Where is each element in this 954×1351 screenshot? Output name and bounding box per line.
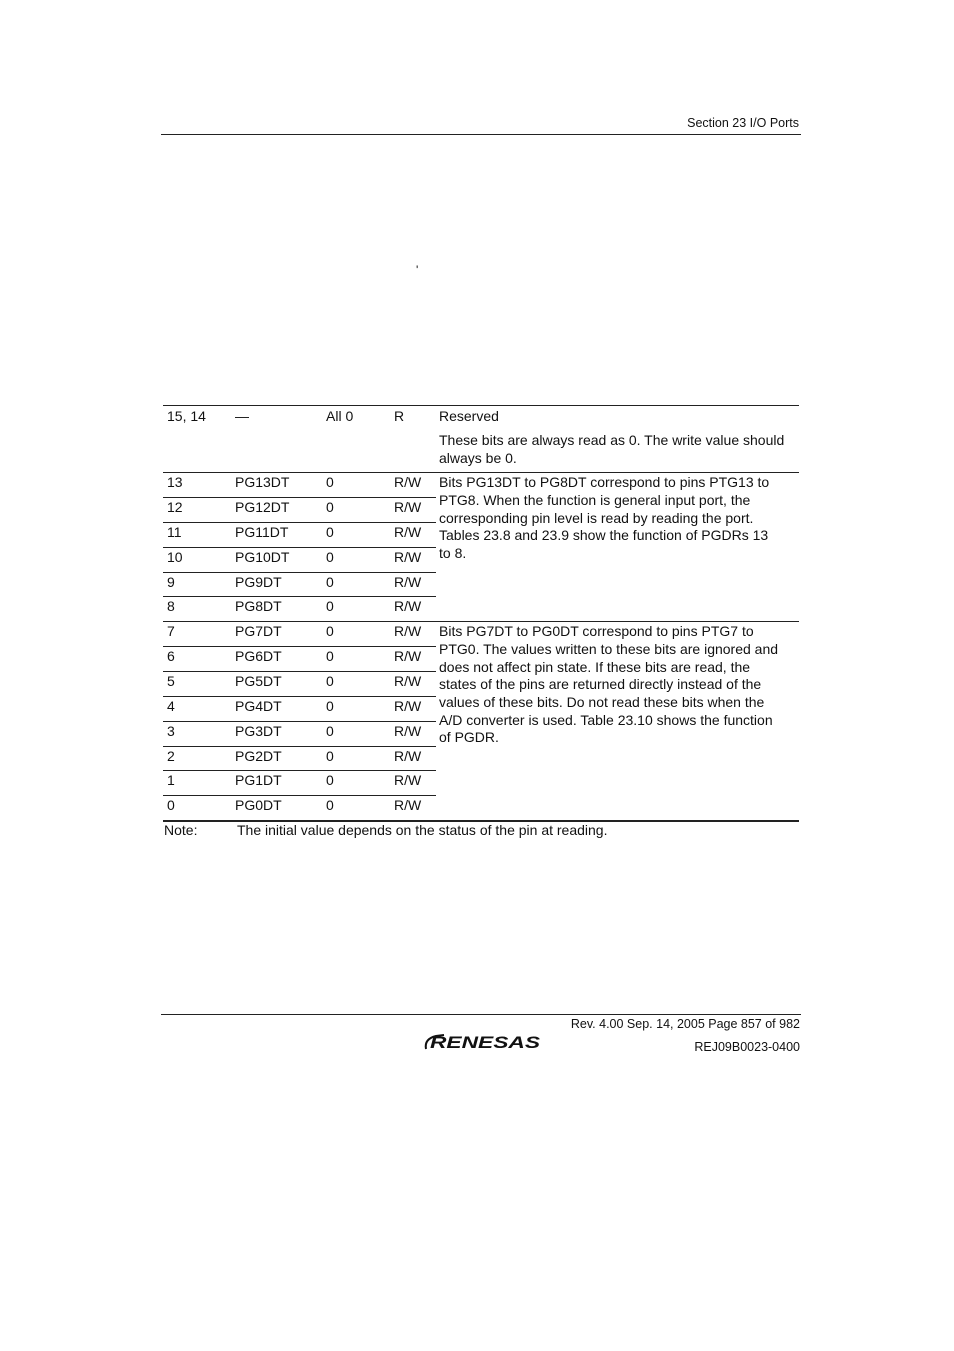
note-text: The initial value depends on the status of the pin at reading. <box>237 822 608 838</box>
name-cell: PG12DT <box>235 499 290 515</box>
table-group-rule <box>163 621 799 622</box>
initial-cell: 0 <box>326 748 334 764</box>
description-line: does not affect pin state. If these bits are read, the <box>439 659 751 675</box>
description-line: of PGDR. <box>439 729 499 745</box>
bit-cell: 8 <box>167 598 175 614</box>
initial-cell: 0 <box>326 772 334 788</box>
footer-revision: Rev. 4.00 Sep. 14, 2005 Page 857 of 982 <box>570 1017 800 1031</box>
initial-cell: 0 <box>326 698 334 714</box>
bit-cell: 2 <box>167 748 175 764</box>
description-line: PTG0. The values written to these bits are ignored and <box>439 641 779 657</box>
header-rule <box>161 134 801 135</box>
initial-cell: 0 <box>326 598 334 614</box>
rw-cell: R <box>394 408 405 424</box>
name-cell: PG7DT <box>235 623 282 639</box>
rw-cell: R/W <box>394 648 422 664</box>
bit-cell: 7 <box>167 623 175 639</box>
initial-cell: 0 <box>326 549 334 565</box>
table-row-rule <box>163 522 436 523</box>
bit-cell: 9 <box>167 574 175 590</box>
bit-cell: 3 <box>167 723 175 739</box>
table-row-rule <box>163 646 436 647</box>
description-line: Tables 23.8 and 23.9 show the function of PGDRs 13 <box>439 527 769 543</box>
initial-cell: 0 <box>326 623 334 639</box>
rw-cell: R/W <box>394 723 422 739</box>
table-row-rule <box>163 596 436 597</box>
table-row-rule <box>163 671 436 672</box>
name-cell: PG4DT <box>235 698 282 714</box>
rw-cell: R/W <box>394 797 422 813</box>
rw-cell: R/W <box>394 598 422 614</box>
description-line: corresponding pin level is read by reading the port. <box>439 510 754 526</box>
bit-cell: 0 <box>167 797 175 813</box>
bit-cell: 11 <box>167 524 182 540</box>
renesas-logo <box>422 1031 544 1053</box>
rw-cell: R/W <box>394 474 422 490</box>
bit-cell: 13 <box>167 474 183 490</box>
description-line: A/D converter is used. Table 23.10 shows the function <box>439 712 773 728</box>
table-top-rule <box>163 405 799 406</box>
bit-cell: 4 <box>167 698 175 714</box>
name-cell: PG5DT <box>235 673 282 689</box>
initial-cell: 0 <box>326 499 334 515</box>
table-row-rule <box>163 497 436 498</box>
description-line: PTG8. When the function is general input port, the <box>439 492 751 508</box>
footer-doc-number: REJ09B0023-0400 <box>694 1040 800 1054</box>
name-cell: PG11DT <box>235 524 289 540</box>
rw-cell: R/W <box>394 499 422 515</box>
description-line: always be 0. <box>439 450 517 466</box>
description-line: These bits are always read as 0. The write value should <box>439 432 785 448</box>
stray-mark: ' <box>416 263 419 277</box>
name-cell: PG9DT <box>235 574 282 590</box>
description-line: to 8. <box>439 545 467 561</box>
section-header: Section 23 I/O Ports <box>687 116 799 130</box>
table-row-rule <box>163 746 436 747</box>
name-cell: PG8DT <box>235 598 282 614</box>
description-line: values of these bits. Do not read these bits when the <box>439 694 765 710</box>
name-cell: — <box>235 408 249 424</box>
initial-cell: All 0 <box>326 408 354 424</box>
name-cell: PG6DT <box>235 648 282 664</box>
description-line: Bits PG7DT to PG0DT correspond to pins PTG7 to <box>439 623 754 639</box>
table-row-rule <box>163 721 436 722</box>
name-cell: PG10DT <box>235 549 290 565</box>
bit-cell: 10 <box>167 549 183 565</box>
rw-cell: R/W <box>394 673 422 689</box>
name-cell: PG2DT <box>235 748 282 764</box>
name-cell: PG1DT <box>235 772 282 788</box>
bit-cell: 6 <box>167 648 175 664</box>
initial-cell: 0 <box>326 524 334 540</box>
rw-cell: R/W <box>394 698 422 714</box>
description-line: states of the pins are returned directly instead of the <box>439 676 762 692</box>
initial-cell: 0 <box>326 648 334 664</box>
footer-rule <box>161 1014 801 1015</box>
rw-cell: R/W <box>394 623 422 639</box>
table-row-rule <box>163 795 436 796</box>
bit-cell: 5 <box>167 673 175 689</box>
table-row-rule <box>163 572 436 573</box>
rw-cell: R/W <box>394 524 422 540</box>
name-cell: PG0DT <box>235 797 282 813</box>
initial-cell: 0 <box>326 723 334 739</box>
rw-cell: R/W <box>394 549 422 565</box>
table-row-rule <box>163 547 436 548</box>
table-row-rule <box>163 770 436 771</box>
description-line: Bits PG13DT to PG8DT correspond to pins PTG13 to <box>439 474 770 490</box>
initial-cell: 0 <box>326 474 334 490</box>
renesas-logo-text: RENESAS <box>430 1033 541 1052</box>
bit-cell: 15, 14 <box>167 408 206 424</box>
rw-cell: R/W <box>394 574 422 590</box>
bit-cell: 1 <box>167 772 175 788</box>
table-row-rule <box>163 696 436 697</box>
name-cell: PG13DT <box>235 474 290 490</box>
description-line: Reserved <box>439 408 499 424</box>
initial-cell: 0 <box>326 673 334 689</box>
bit-cell: 12 <box>167 499 183 515</box>
table-group-rule <box>163 472 799 473</box>
note-label: Note: <box>164 822 198 838</box>
rw-cell: R/W <box>394 748 422 764</box>
rw-cell: R/W <box>394 772 422 788</box>
initial-cell: 0 <box>326 574 334 590</box>
initial-cell: 0 <box>326 797 334 813</box>
name-cell: PG3DT <box>235 723 282 739</box>
